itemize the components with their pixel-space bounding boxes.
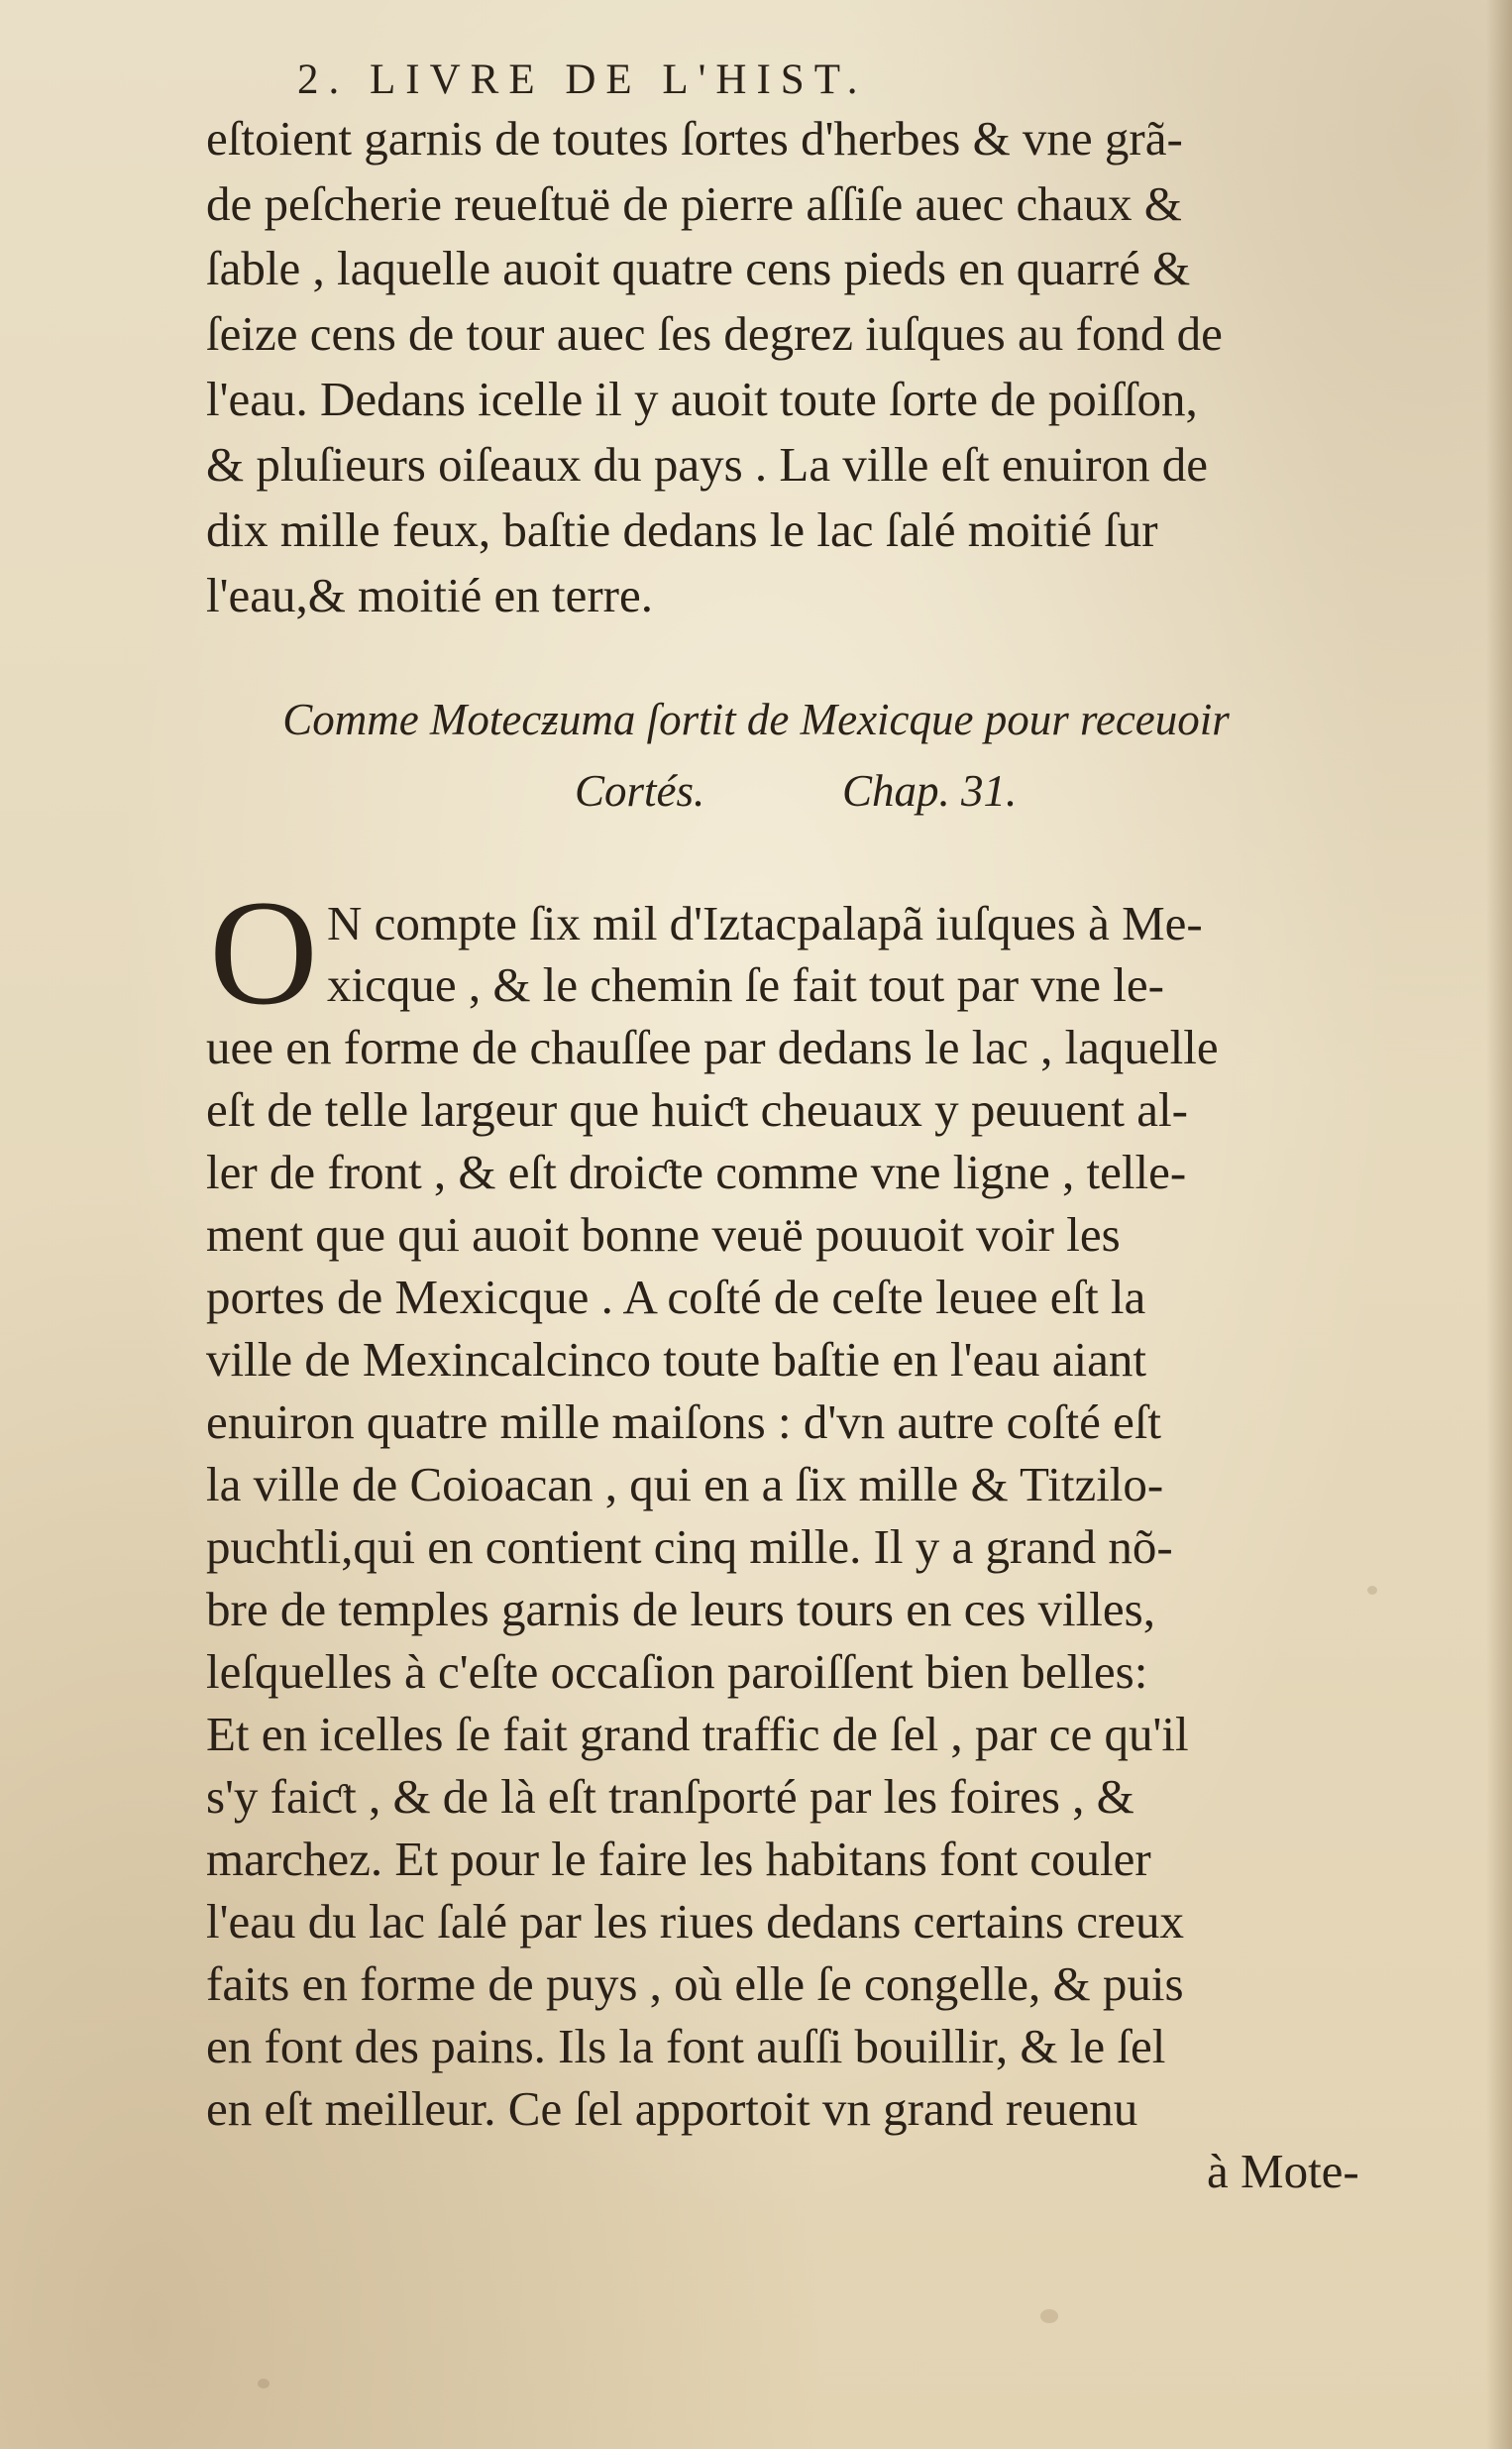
- text-line: uee en forme de chauſſee par dedans le lac , laquelle: [206, 1020, 1219, 1074]
- text-line: bre de temples garnis de leurs tours en ces villes,: [206, 1582, 1155, 1636]
- text-line: en font des pains. Ils la font auſſi bouillir, & le ſel: [206, 2019, 1166, 2073]
- text-line: faits en forme de puys , où elle ſe congelle, & puis: [206, 1956, 1184, 2011]
- foxing-spot: [258, 2379, 270, 2389]
- text-line: la ville de Coioacan , qui en a ſix mille & Titzilo-: [206, 1457, 1164, 1511]
- chapter-number: Chap. 31.: [842, 766, 1018, 816]
- text-line: ſable , laquelle auoit quatre cens pieds en quarré &: [206, 241, 1191, 295]
- text-line: ler de front , & eſt droiƈte comme vne ligne , telle-: [206, 1145, 1187, 1199]
- text-line: & pluſieurs oiſeaux du pays . La ville eſt enuiron de: [206, 437, 1209, 492]
- text-line: xicque , & le chemin ſe fait tout par vne le-: [327, 957, 1164, 1012]
- foxing-spot: [1040, 2309, 1058, 2323]
- chapter-title-line-1: Comme Motecƶuma ſortit de Mexicque pour receuoir: [282, 695, 1230, 744]
- text-line: leſquelles à c'eſte occaſion paroiſſent bien belles:: [206, 1644, 1148, 1699]
- text-line: Et en icelles ſe fait grand traffic de ſel , par ce qu'il: [206, 1707, 1189, 1761]
- text-line: puchtli,qui en contient cinq mille. Il y a grand nõ-: [206, 1519, 1173, 1574]
- text-line: ville de Mexincalcinco toute baſtie en l'eau aiant: [206, 1332, 1146, 1387]
- text-line: eſt de telle largeur que huiƈt cheuaux y peuuent al-: [206, 1082, 1188, 1137]
- text-line: en eſt meilleur. Ce ſel apportoit vn grand reuenu: [206, 2081, 1138, 2136]
- drop-cap: O: [209, 869, 318, 1036]
- text-line: N compte ſix mil d'Iztacpalapã iuſques à Me-: [327, 896, 1203, 950]
- text-line: ſeize cens de tour auec ſes degrez iuſques au fond de: [206, 306, 1223, 361]
- text-line: dix mille feux, baſtie dedans le lac ſalé moitié ſur: [206, 502, 1158, 557]
- chapter-title-author: Cortés.: [575, 766, 705, 816]
- catchword: à Mote-: [1207, 2144, 1359, 2198]
- text-line: l'eau. Dedans icelle il y auoit toute ſorte de poiſſon,: [206, 372, 1198, 426]
- text-line: eſtoient garnis de toutes ſortes d'herbes & vne grã-: [206, 111, 1183, 166]
- text-line: de peſcherie reueſtuë de pierre aſſiſe auec chaux &: [206, 176, 1182, 231]
- running-head: 2. LIVRE DE L'HIST.: [297, 56, 868, 103]
- text-line: portes de Mexicque . A coſté de ceſte leuee eſt la: [206, 1270, 1146, 1324]
- page-edge-shadow: [1486, 0, 1512, 2449]
- text-line: l'eau du lac ſalé par les riues dedans certains creux: [206, 1894, 1185, 1948]
- text-line: s'y faiƈt , & de là eſt tranſporté par les foires , &: [206, 1769, 1134, 1824]
- text-line: marchez. Et pour le faire les habitans font couler: [206, 1832, 1151, 1886]
- text-line: enuiron quatre mille maiſons : d'vn autre coſté eſt: [206, 1394, 1162, 1449]
- text-line: l'eau,& moitié en terre.: [206, 568, 654, 622]
- text-line: ment que qui auoit bonne veuë pouuoit voir les: [206, 1207, 1121, 1262]
